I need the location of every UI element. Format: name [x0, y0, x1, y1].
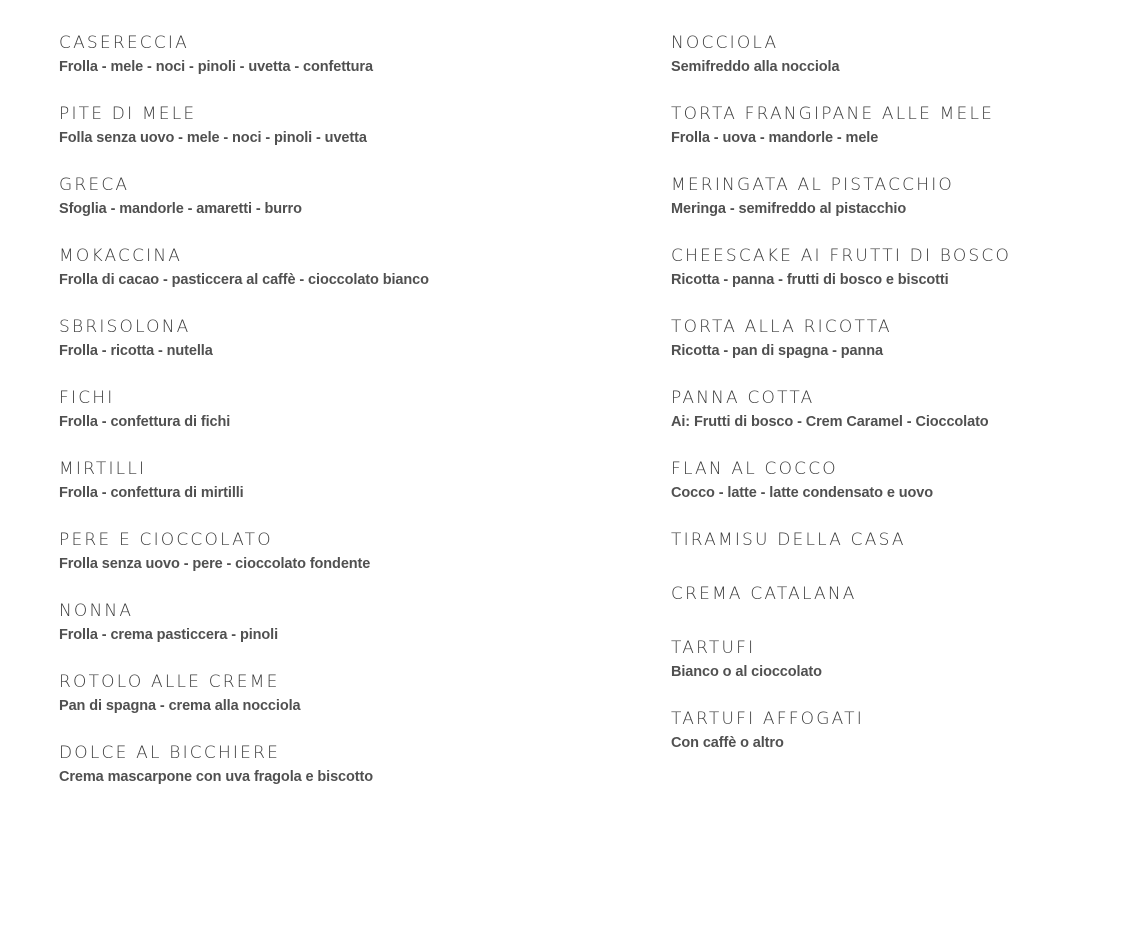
menu-item-name: CHEESCAKE AI FRUTTI DI BOSCO [671, 246, 1012, 266]
menu-item-description: Pan di spagna - crema alla nocciola [59, 698, 301, 714]
menu-item [59, 387, 429, 433]
menu-item [59, 32, 429, 78]
menu-item-description: Folla senza uovo - mele - noci - pinoli - uvetta [59, 130, 367, 146]
menu-item [59, 600, 429, 646]
menu-item-description: Sfoglia - mandorle - amaretti - burro [59, 201, 302, 217]
menu-item-description: Frolla - crema pasticcera - pinoli [59, 627, 279, 643]
menu-item-description: Frolla - confettura di fichi [59, 414, 231, 430]
menu-item-name: TIRAMISU DELLA CASA [671, 530, 906, 550]
menu-item-description: Meringa - semifreddo al pistacchio [671, 201, 907, 217]
menu-item-name: NONNA [59, 601, 134, 621]
menu-item [671, 245, 1011, 291]
menu-item-description: Con caffè o altro [671, 735, 784, 751]
menu-item-description: Frolla - mele - noci - pinoli - uvetta - confettura [59, 59, 373, 75]
menu-item-description: Ai: Frutti di bosco - Crem Caramel - Cioccolato [671, 414, 989, 430]
menu-item [671, 529, 1011, 551]
menu-item-description: Frolla - uova - mandorle - mele [671, 130, 879, 146]
menu-item [671, 708, 1011, 754]
menu-item [671, 32, 1011, 78]
menu-item-name: DOLCE AL BICCHIERE [59, 743, 281, 763]
menu-item-name: MOKACCINA [59, 246, 183, 266]
menu-item [59, 245, 429, 291]
menu-item-name: SBRISOLONA [59, 317, 191, 337]
menu-item-name: FICHI [59, 388, 115, 408]
menu-item-name: TARTUFI [671, 638, 756, 658]
menu-item-description: Frolla di cacao - pasticcera al caffè - cioccolato bianco [59, 272, 429, 288]
menu-item [671, 637, 1011, 683]
menu-item-name: MERINGATA AL PISTACCHIO [671, 175, 955, 195]
menu-item-name: PANNA COTTA [671, 388, 815, 408]
menu-item-name: PERE E CIOCCOLATO [59, 530, 273, 550]
menu-item-name: ROTOLO ALLE CREME [59, 672, 280, 692]
menu-item [671, 458, 1011, 504]
menu-item-name: TORTA ALLA RICOTTA [671, 317, 892, 337]
menu-item [59, 103, 429, 149]
menu-item [59, 529, 429, 575]
menu-item-name: MIRTILLI [59, 459, 147, 479]
menu-item [671, 583, 1011, 605]
menu-column-right [671, 32, 1011, 779]
menu-item-name: CASERECCIA [59, 33, 189, 53]
menu-item [671, 387, 1011, 433]
menu-item [671, 103, 1011, 149]
menu-item [59, 316, 429, 362]
menu-item-description: Cocco - latte - latte condensato e uovo [671, 485, 933, 501]
menu-item-name: FLAN AL COCCO [671, 459, 838, 479]
menu-item-description: Ricotta - pan di spagna - panna [671, 343, 884, 359]
menu-item [59, 174, 429, 220]
menu-item-name: CREMA CATALANA [671, 584, 857, 604]
menu-item-name: PITE DI MELE [59, 104, 197, 124]
menu-item-description: Frolla - confettura di mirtilli [59, 485, 244, 501]
menu-item [59, 458, 429, 504]
menu-item [59, 671, 429, 717]
menu-column-left [59, 32, 429, 813]
menu-item [671, 174, 1011, 220]
menu-item [59, 742, 429, 788]
menu-item-description: Crema mascarpone con uva fragola e biscotto [59, 769, 373, 785]
menu-item [671, 316, 1011, 362]
menu-item-name: GRECA [59, 175, 130, 195]
menu-item-name: TARTUFI AFFOGATI [671, 709, 864, 729]
menu-item-description: Frolla senza uovo - pere - cioccolato fondente [59, 556, 371, 572]
menu-item-description: Ricotta - panna - frutti di bosco e biscotti [671, 272, 949, 288]
menu-item-name: TORTA FRANGIPANE ALLE MELE [671, 104, 995, 124]
menu-item-description: Frolla - ricotta - nutella [59, 343, 213, 359]
menu-item-name: NOCCIOLA [671, 33, 779, 53]
menu-item-description: Semifreddo alla nocciola [671, 59, 840, 75]
menu-item-description: Bianco o al cioccolato [671, 664, 822, 680]
